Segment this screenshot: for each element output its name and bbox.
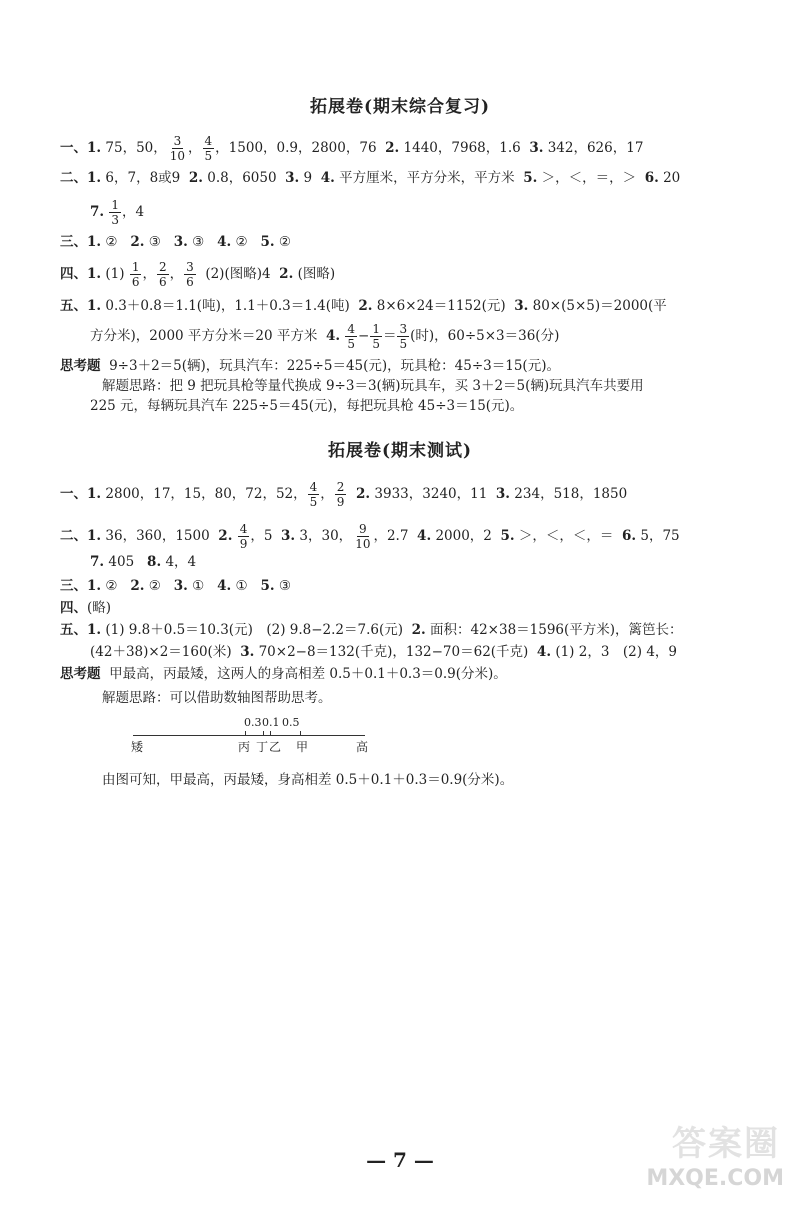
s1-think-idea: 解题思路：把 9 把玩具枪等量代换成 9÷3＝3(辆)玩具车，买 3＋2＝5(辆)玩具汽车共要用 <box>102 378 644 394</box>
s1-q5-cont: 方分米)，2000 平方分米＝20 平方米 4. $\frac{4}{5}$ − $\frac{1}{5}$ ＝ $\frac{3}{5}$ (时)，60÷5×3＝36(分) <box>90 322 560 351</box>
page-number: — 7 — <box>366 1148 434 1172</box>
tick-yi <box>270 731 271 736</box>
s2-q2: 二、1. 36，360，1500 2. $\frac{4}{9}$ ，5 3. 3，30， $\frac{9}{10}$ ，2.7 4. 2000，2 5. ＞，＜，＜，＝ 6. 5，75 <box>60 522 680 551</box>
section-title-review: 拓展卷(期末综合复习) <box>309 97 491 117</box>
seg-label-0-3: 0.3 <box>244 716 262 729</box>
tick-bing <box>245 731 246 736</box>
fraction: $\frac{4}{9}$ <box>239 522 248 551</box>
fraction: $\frac{3}{6}$ <box>186 260 194 289</box>
fraction: $\frac{4}{5}$ <box>309 480 318 509</box>
s1-q3: 三、1. ② 2. ③ 3. ③ 4. ② 5. ② <box>60 234 291 250</box>
seg-label-0-1: 0.1 <box>262 716 280 729</box>
fraction: $\frac{2}{6}$ <box>158 260 167 289</box>
s2-q2-cont: 7. 405 8. 4，4 <box>90 554 197 570</box>
s2-q4: 四、(略) <box>60 600 112 616</box>
label-yi: 乙 <box>269 740 282 754</box>
s2-q5-cont: (42＋38)×2＝160(米) 3. 70×2−8＝132(千克)，132−70＝62(千克) 4. (1) 2，3 (2) 4，9 <box>90 644 677 660</box>
fraction: $\frac{1}{3}$ <box>111 198 120 227</box>
fraction: $\frac{4}{5}$ <box>204 134 213 163</box>
s2-q5: 五、1. (1) 9.8＋0.5＝10.3(元) (2) 9.8−2.2＝7.6(元) 2. 面积：42×38＝1596(平方米)，篱笆长： <box>60 622 683 638</box>
s2-think-conclusion: 由图可知，甲最高，丙最矮，身高相差 0.5＋0.1＋0.3＝0.9(分米)。 <box>102 772 514 788</box>
fraction: $\frac{9}{10}$ <box>355 522 371 551</box>
tick-ding <box>263 731 264 736</box>
fraction: $\frac{4}{5}$ <box>347 322 356 351</box>
fraction: $\frac{1}{5}$ <box>372 322 380 351</box>
s1-q2-cont: 7. $\frac{1}{3}$ ，4 <box>90 198 145 227</box>
s1-think-idea-cont: 225 元，每辆玩具汽车 225÷5＝45(元)，每把玩具枪 45÷3＝15(元)。 <box>90 398 524 414</box>
label-ding: 丁 <box>256 740 269 754</box>
label-jia: 甲 <box>296 740 309 754</box>
watermark-url: MXQE.COM <box>646 1166 784 1191</box>
s1-think: 思考题 9÷3＋2＝5(辆)，玩具汽车：225÷5＝45(元)，玩具枪：45÷3＝15(元)。 <box>60 358 560 374</box>
fraction: $\frac{3}{5}$ <box>399 322 408 351</box>
s2-q3: 三、1. ② 2. ② 3. ① 4. ① 5. ③ <box>60 578 291 594</box>
tick-jia <box>300 731 301 736</box>
fraction: $\frac{3}{10}$ <box>169 134 186 163</box>
seg-label-0-5: 0.5 <box>282 716 300 729</box>
label-short: 矮 <box>131 740 144 754</box>
watermark <box>588 1114 788 1204</box>
s1-q1: 一、1. 75，50， $\frac{3}{10}$ ， $\frac{4}{5}$ ，1500，0.9，2800，76 2. 1440，7968，1.6 3. 342，626，17 <box>60 134 644 163</box>
s2-think-idea: 解题思路：可以借助数轴图帮助思考。 <box>102 690 332 706</box>
s2-q1: 一、1. 2800，17，15，80，72，52， $\frac{4}{5}$ ， $\frac{2}{9}$ 2. 3933，3240，11 3. 234，518，1850 <box>60 480 628 509</box>
label-tall: 高 <box>356 740 369 754</box>
fraction: $\frac{2}{9}$ <box>336 480 345 509</box>
section-title-test: 拓展卷(期末测试) <box>327 441 473 461</box>
watermark-brand: 答案圈 <box>672 1124 780 1164</box>
number-line-axis <box>133 735 365 736</box>
fraction: $\frac{1}{6}$ <box>131 260 140 289</box>
s2-think: 思考题 甲最高，丙最矮，这两人的身高相差 0.5＋0.1＋0.3＝0.9(分米)。 <box>60 666 507 682</box>
s1-q4: 四、1. (1) $\frac{1}{6}$ ， $\frac{2}{6}$ ， $\frac{3}{6}$ (2)(图略)4 2. (图略) <box>60 260 336 289</box>
s1-q2: 二、1. 6，7，8或9 2. 0.8，6050 3. 9 4. 平方厘米，平方分米，平方米 5. ＞，＜，＝，＞ 6. 20 <box>60 170 681 186</box>
label-bing: 丙 <box>238 740 251 754</box>
s1-q5: 五、1. 0.3＋0.8＝1.1(吨)，1.1＋0.3＝1.4(吨) 2. 8×6×24＝1152(元) 3. 80×(5×5)＝2000(平 <box>60 298 667 314</box>
